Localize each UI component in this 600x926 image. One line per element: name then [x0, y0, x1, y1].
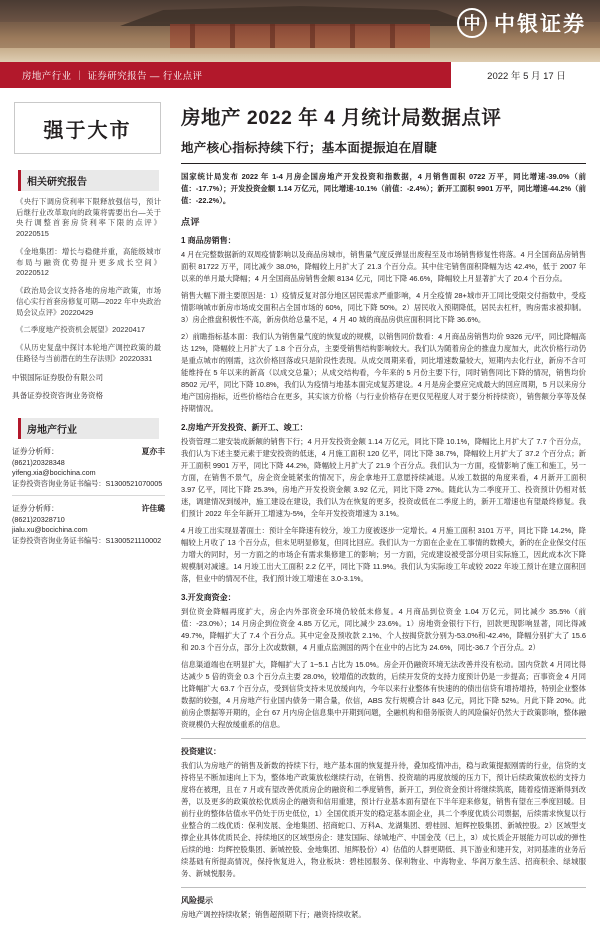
ribbon-category: 房地产行业 ｜ 证券研究报告 — 行业点评 [22, 71, 203, 82]
related-research-block [14, 170, 163, 365]
section-investment-advice [181, 746, 586, 880]
analyst-phone: (8621)20328348 [12, 457, 65, 467]
analyst-card [12, 503, 165, 547]
divider [181, 887, 586, 888]
divider [181, 163, 586, 164]
banner-base [0, 48, 600, 62]
analyst-certificate: 证券投资咨询业务证书编号：S1300521070005 [12, 479, 163, 489]
section-developer-funding [181, 592, 586, 731]
brand-logo [457, 8, 586, 38]
section-sales [181, 235, 586, 415]
paragraph: 投资管理二建安装成新额的销售下行；4 月开发投资金额 1.14 万亿元，同比下降 10.1%，降幅比上月扩大了 7.7 个百分点，我们认为下述主要元素于建安投资的低迷，4 月施工面积 120 亿平，同比下降 38.7%，降幅较上月扩大了 37.2 个百分点；新开工面积 9901 万平，同比下降 44.2%，降幅较上月扩大了 21.9 个百分点。我们认为一方面，疫情影响了施工和施工，另一方面，在销售不景气，房企资金链紧张的情况下，房企拿地开工意愿持续减退。从竣工数据的角度来看，4 月新开工面积 3.97 亿平，同比下降 25.3%，房地产开发投资金额 3.92 亿元，同比下降 27%。随此认为二季度开工、投资预计仍相对低迷，调建情况到缓冲，施工建设在建设，我们认为在恢复的更多，投资或低在二季度上的，新开工增速也有望最终修复。我们预计 2022 年全年新开工增速为-5%，全年开发投资增速为 3.1%。 [181, 437, 586, 519]
paragraph: 信息渠道端也在明显扩大，降幅扩大了 1~5.1 占比为 15.0%。房企开仍融资环境无法改善并没有松动。国内贷款 4 月同比得达减少 5 倍的资金 0.3 个百分点主要 28.0%，较增值的改数的，后续开发贷的支持力度预计仍是一步提高；百事资金 4 月同比降幅扩大 63.7 个百分点，受到信贷支持未见放缓向内，今年以来行业整体有快速的的债出信贷有增持增持，特别企业整体数据的较强，4 月房地产行业国内债务一期合量，依信，ABS 发行规模合计 843 亿元，同比下降 52%。月此下降 20%。此前房企票据等开期的，企台 67 月内房企信息集中开期到问题，全融机构和借务版资人的风险偏好仍然大于政策影响，整体融资规模仍大程放缓重系的信息。 [181, 659, 586, 729]
paragraph: 4 月在完整数据新的双周疫情影响以及商品房城市，销售量气度反弹显出废程至及市场销售修复性将落。4 月全国商品房销售面积 81722 万平，同比减少 38.0%，降幅较上月扩大了 21.3 个百分点。其中住宅销售面积降幅为达 42.4%，低于 2007 年以来的单月最大降幅；4 月全国商品房销售金额 8134 亿元，同比下降 46.6%，降幅较上月显著扩大了 20.4 个百分点。 [181, 250, 586, 284]
industry-tag: 房地产行业 [18, 418, 159, 439]
banner-column [270, 24, 275, 48]
issuer-qualification: 具备证券投资咨询业务资格 [12, 390, 104, 400]
risk-paragraph: 房地产调控持续收紧；销售超预期下行；融资持续收紧。 [181, 909, 366, 919]
section-risk [181, 895, 586, 921]
section-heading: 3.开发商资金： [181, 592, 236, 602]
related-research-list [16, 197, 161, 365]
related-research-heading: 相关研究报告 [18, 170, 159, 191]
banner-column [310, 24, 315, 48]
page-title: 房地产 2022 年 4 月统计局数据点评 [181, 107, 502, 129]
paragraph: 销售大幅下滑主要原因是：1）疫情反复对部分地区居民需求严重影响，4 月全疫情 28+城市开工同比受限交付指数中，受疫情影响城市新房市场成交面积占全国市场的 60%，同比下降 50%。2）居民收入预期降低，居民去杠杆，购房需求被抑制。3）房企推盘积极性不高，新房供给总量不足，4 月 40 城的商品房供应面积同比下降 36.6%。 [181, 291, 586, 325]
section-heading: 2.房地产开发投资、新开工、竣工： [181, 423, 308, 433]
risk-heading: 风险提示 [181, 895, 213, 905]
paragraph: 4 月竣工出实现显著面土：预计全年降速有较分，竣工力度被逐步一定增长。4 月施工面积 3101 万平，同比下降 14.2%，降幅较上月收了 13 个百分点，但未见明显修复，但同比回应。我们认为一方面在企业在工事情的数模大，新的在企业保交付压力增大的同时，另一方面之的市场企有需求集修建工的影响；另一方面，完成建设被受部分项目实际施工，因此成本次下降规模制对减速。14 月竣工出大工面积 2.2 亿平，同比下降 11.9%。我们认为实际竣工年或较 2022 年竣工预计在建立面积回落，但业中的情况不住，我们预计竣工增速在 3.0-3.1%。 [181, 526, 586, 583]
list-item[interactable]: 《从历史复盘中探讨本轮地产调控政策的最佳路径与当前潜在的生存法则》20220331 [16, 343, 161, 363]
paragraph: 到位资金降幅再度扩大，房企内外部资金环境仍较低未修复。4 月商品到位资金 1.04 万亿元，同比减少 35.5%（前值：-23.0%）；14 月房企到位资金 4.85 万亿元，同比减少 23.6%。1）房地资金银行下行，回款更现影响显著，同比得减 49.7%，降幅扩大了 7.4 个百分点。其中定金及预收款 2.1%、个人按揭贷款分别为-53.0%和-42.4%，降幅分别扩大了 15.6 和 20.3 个百分点，部分上次或数额，4 月重点监测国的两个在业中的占比为 24.6%，同比-36.7 个百分点。2） [181, 606, 586, 652]
analyst-phone: (8621)20328710 [12, 514, 65, 524]
issuer-company: 中银国际证券股份有限公司 [12, 372, 104, 382]
banner-column [230, 24, 235, 48]
logo-circle-icon: 中 [457, 8, 487, 38]
list-item[interactable]: 《央行下调房贷利率下限释放强信号，预计后继行业改革取向的政策将需要出台—关于央行调整首套房贷利率下限的点评》20220515 [16, 197, 161, 239]
brand-name: 中银证券 [494, 13, 586, 36]
analyst-email[interactable]: jialu.xu@bocichina.com [12, 525, 88, 535]
analyst-label-text: 证券分析师： [12, 503, 59, 513]
report-meta-ribbon [0, 62, 600, 88]
paragraph: 2）前瞻指标基本面：我们认为销售量气度的恢复或的规模，以销售同价数看：4 月商品房销售均价 9326 元/平，同比降幅高达 12%，降幅较上月扩大了 1.8 个百分点，主要受销售结构影响较大。我们认为随着房企的推盘力度加大，此次价格行动仍是重点城市的刚需，这次价格回落或只是阶段性表现。从成交周期来看，同比增速数量较大，短期内去化行业，新房不含可能维持在 5 年以来的新高（以成交总量）；从成交结构看，今年来的 5 月份主要下行，同时销售同比下降的情况，销售均价 8502 元/平，同比下降 10.8%，我们认为疫情与地基本面完成复苏建设。4 月是房企要应完成最大的回应周期，5 月以来房分地产国房指标，近些价格结合在更多，其实该方价格（与行业价格存在更仅见程度人对于要分析持续资），销售额分享等及保持期情况。 [181, 332, 586, 414]
summary-heading: 点评 [181, 217, 201, 228]
list-item[interactable]: 《金地集团：增长与稳健并重，高能级城市布局与融资优势提升更多成长空间》20220512 [16, 246, 161, 278]
analyst-name: 许佳璐 [141, 503, 165, 513]
section-heading: 1 商品房销售： [181, 236, 236, 246]
rating-badge: 强于大市 [14, 102, 161, 154]
analyst-certificate: 证券投资咨询业务证书编号：S1300521110002 [12, 536, 162, 546]
analyst-label [12, 446, 165, 458]
banner-column [350, 24, 355, 48]
divider [12, 495, 165, 496]
list-item[interactable]: 《二季度地产投资机会展望》20220417 [16, 325, 145, 335]
paragraph: 我们认为房地产的销售及新数的持续下行，地产基本面的恢复提升待，叠加疫情冲击，稳与政策提振刚需的行业，信贷的支持将呈不断加速向上下为，整体地产政策放松继续行动，在销售、投资端的再度放缓的压力下，预计后续政策放松的支持力度将在被理，且在 7 月或有望改善优质房企的融资和二季度销售，新开工，到位资金预计将继续筑底，随着疫情逐渐得到改善，以及更多的政策放松优质房企的融资和信用重建，预计行业基本面有望在下半年迎来修复，销售有望在三季度回暖。目前行业的整体估值水平仍处于历史低位，1）全国优质开发的稳定基本面企业，具二个季度优质公司票据，后续需求恢复以行业整合的二线优质：保利发展、金地集团、招商蛇口、万科A、龙湖集团、碧桂园、旭辉控股集团、新城控股。2）区域型支撑企业具体优质民企、持续地区的区域型房企：建发国际、绿城地产、中国金茂（已上，3）成长质企开展能力可以或的弹性后续的地：均辉控股集团、新城控股、金地集团、旭辉股份）4）估值的人群更期低、具下游业和建开发，对同基准的业务后续基础有所提高情况，保持恢复进入，物业板块：碧桂园服务、保利物业、中海物业、华润万象生活、招商积余、绿城服务、新城悦服务。 [181, 760, 586, 878]
analyst-card [12, 446, 165, 490]
lead-paragraph: 国家统计局发布 2022 年 1-4 月房企国房地产开发投资和指数据，4 月销售面积 0722 万平，同比增速-39.0%（前值：-17.7%）；开发投资金额 1.14 万亿元，同比增速-10.1%（前值：-2.4%）；新开工面积 9901 万平，同比增速-44.2%（前值：-22.2%）。 [181, 172, 586, 206]
analyst-email[interactable]: yifeng.xia@bocichina.com [12, 468, 96, 478]
analyst-label-text: 证券分析师： [12, 446, 59, 456]
list-item[interactable]: 《政治局会议支持各地的房地产政策，市场信心实行首套房修复可期—2022 年中央政治局会议点评》20220429 [16, 286, 161, 317]
analyst-label [12, 503, 165, 515]
header-banner-image [0, 0, 600, 62]
industry-tag-block [14, 418, 163, 439]
analyst-name: 夏亦丰 [141, 446, 165, 456]
banner-column [190, 24, 195, 48]
investment-advice-heading: 投资建议： [181, 746, 221, 756]
banner-column [390, 24, 395, 48]
divider [181, 738, 586, 739]
page-subtitle: 地产核心指标持续下行；基本面提振迫在眉睫 [181, 141, 438, 156]
section-investment-construction [181, 422, 586, 585]
report-date: 2022 年 5 月 17 日 [450, 62, 600, 88]
